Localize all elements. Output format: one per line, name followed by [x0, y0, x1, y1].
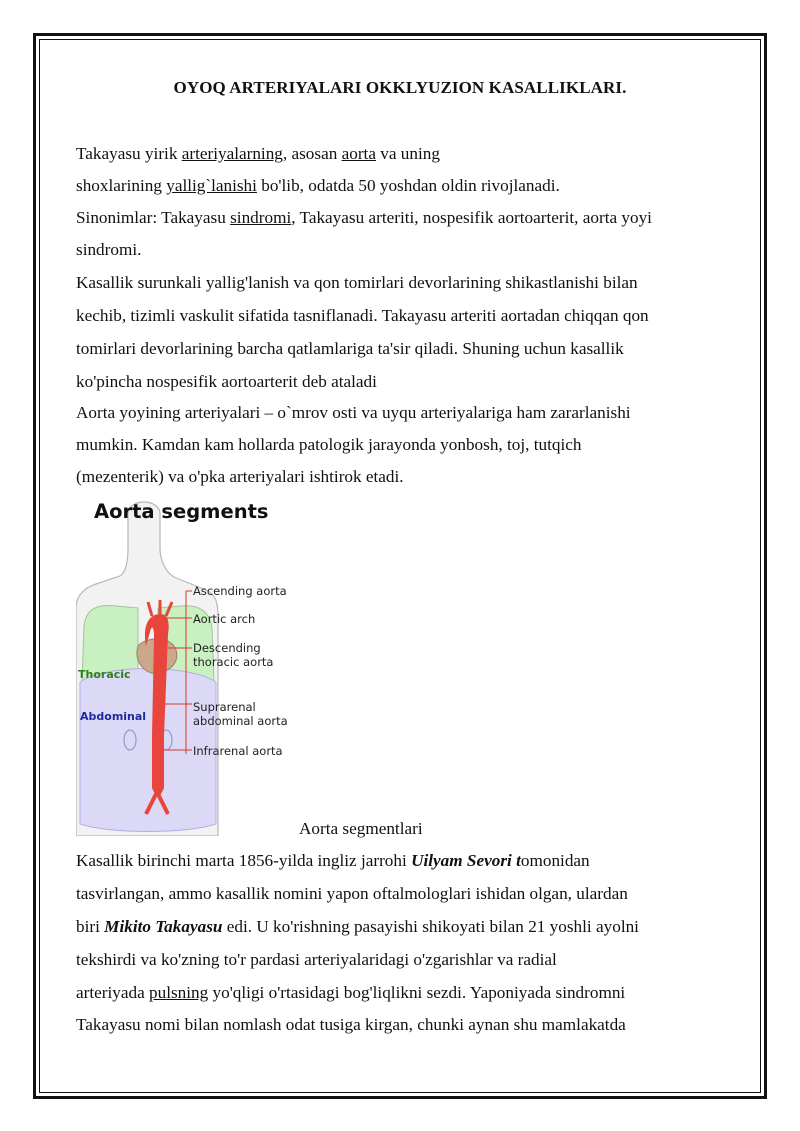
label-abdominal: Abdominal — [80, 710, 147, 723]
text: omonidan — [520, 851, 590, 870]
text: , asosan — [282, 144, 342, 163]
link-yalliglanishi[interactable]: yallig`lanishi — [166, 176, 257, 195]
aorta-segments-figure — [76, 496, 298, 836]
name-uilyam-sevori: Uilyam Sevori t — [411, 851, 521, 870]
label-ascending-aorta: Ascending aorta — [193, 584, 287, 598]
text: va uning — [375, 144, 440, 163]
text: biri — [76, 917, 105, 936]
paragraph-line: Takayasu nomi bilan nomlash odat tusiga kirgan, chunki aynan shu mamlakatda — [76, 1015, 626, 1034]
text: shoxlarining — [76, 176, 167, 195]
aorta-diagram — [76, 496, 298, 836]
paragraph-line — [76, 983, 625, 1003]
label-abdominal-aorta: abdominal aorta — [193, 714, 288, 728]
paragraph-line: (mezenterik) va o'pka arteriyalari ishtirok etadi. — [76, 467, 404, 486]
paragraph-line: mumkin. Kamdan kam hollarda patologik jarayonda yonbosh, toj, tutqich — [76, 435, 582, 454]
paragraph-line: Aorta yoyining arteriyalari – o`mrov osti va uyqu arteriyalariga ham zararlanishi — [76, 403, 631, 422]
paragraph-line: kechib, tizimli vaskulit sifatida tasniflanadi. Takayasu arteriti aortadan chiqqan qon — [76, 306, 649, 325]
label-aortic-arch: Aortic arch — [193, 612, 256, 626]
label-descending: Descending — [193, 641, 261, 655]
link-arteriyalarning[interactable]: arteriyalarning — [181, 144, 283, 163]
label-thoracic-aorta: thoracic aorta — [193, 655, 274, 669]
paragraph-line: tomirlari devorlarining barcha qatlamlariga ta'sir qiladi. Shuning uchun kasallik — [76, 339, 624, 358]
paragraph-line: sindromi. — [76, 240, 142, 259]
text: , Takayasu arteriti, nospesifik aortoarterit, aorta yoyi — [291, 208, 652, 227]
text: Kasallik birinchi marta 1856-yilda ingliz jarrohi — [76, 851, 412, 870]
text: arteriyada — [76, 983, 149, 1002]
label-infrarenal-aorta: Infrarenal aorta — [193, 744, 283, 758]
paragraph-line — [76, 917, 639, 937]
paragraph-line — [76, 176, 560, 196]
paragraph-line: Kasallik surunkali yallig'lanish va qon tomirlari devorlarining shikastlanishi bilan — [76, 273, 638, 292]
text: yo'qligi o'rtasidagi bog'liqlikni sezdi. Yaponiyada sindromni — [208, 983, 626, 1002]
paragraph-line: ko'pincha nospesifik aortoarterit deb ataladi — [76, 372, 377, 391]
link-aorta[interactable]: aorta — [341, 144, 376, 163]
label-thoracic: Thoracic — [78, 668, 131, 681]
name-mikito-takayasu: Mikito Takayasu — [104, 917, 223, 936]
document-title: OYOQ ARTERIYALARI OKKLYUZION KASALLIKLARI. — [173, 78, 627, 97]
figure-title: Aorta segments — [94, 500, 269, 523]
link-sindromi[interactable]: sindromi — [230, 208, 292, 227]
text: Sinonimlar: Takayasu — [76, 208, 231, 227]
paragraph-line — [76, 208, 652, 228]
text: bo'lib, odatda 50 yoshdan oldin rivojlanadi. — [256, 176, 560, 195]
paragraph-line: tekshirdi va ko'zning to'r pardasi arteriyalaridagi o'zgarishlar va radial — [76, 950, 557, 969]
paragraph-line: tasvirlangan, ammo kasallik nomini yapon oftalmologlari ishidan olgan, ulardan — [76, 884, 628, 903]
label-suprarenal: Suprarenal — [193, 700, 256, 714]
paragraph-line — [76, 144, 440, 164]
text: Takayasu yirik — [76, 144, 182, 163]
text: edi. U ko'rishning pasayishi shikoyati bilan 21 yoshli ayolni — [222, 917, 639, 936]
figure-caption: Aorta segmentlari — [299, 819, 423, 838]
link-pulsning[interactable]: pulsning — [149, 983, 209, 1002]
paragraph-line — [76, 851, 590, 871]
